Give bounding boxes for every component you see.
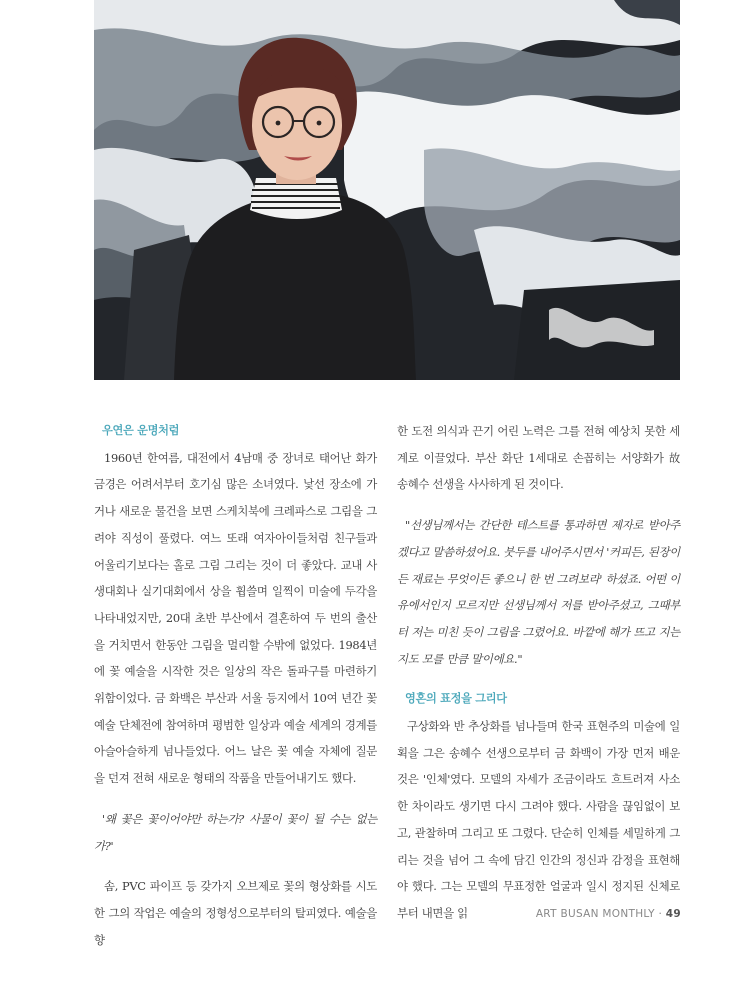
page-footer — [536, 908, 681, 920]
pull-quote: '왜 꽃은 꽃이어야만 하는가? 사물이 꽃이 될 수는 없는가?' — [94, 811, 377, 853]
footer-separator: · — [658, 908, 663, 920]
left-column — [94, 418, 377, 953]
magazine-name: ART BUSAN MONTHLY — [535, 908, 655, 920]
section-heading-fate: 우연은 운명처럼 — [102, 424, 180, 437]
pull-quote: "선생님께서는 간단한 테스트를 통과하면 제자로 받아주겠다고 말씀하셨어요. 붓두를 내어주시면서 '커피든, 된장이든 재료는 무엇이든 좋으니 한 번 그려보라' 하셨죠. 어떤 이유에서인지 모르지만 선생님께서 저를 받아주셨고, 그때부터 저는 미친 듯이 그림을 그렸어요. 바깥에 해가 뜨고 지는지도 모를 만큼 말이에요." — [397, 518, 680, 666]
body-paragraph: 한 도전 의식과 끈기 어린 노력은 그를 전혀 예상치 못한 세계로 이끌었다. 부산 화단 1세대로 손꼽히는 서양화가 故 송혜수 선생을 사사하게 된 것이다. — [397, 424, 680, 492]
portrait-photo — [94, 0, 680, 380]
body-paragraph: 구상화와 반 추상화를 넘나들며 한국 표현주의 미술에 일획을 그은 송혜수 선생으로부터 금 화백이 가장 먼저 배운 것은 '인체'였다. 모델의 자세가 조금이라도 흐트러져 사소한 차이라도 생기면 다시 그려야 했다. 사람을 끊임없이 보고, 관찰하며 그리고 또 그렸다. 단순히 인체를 세밀하게 그리는 것을 넘어 그 속에 담긴 인간의 정신과 감정을 표현해야 했다. 그는 모델의 무표정한 얼굴과 일시 정지된 신체로부터 내면을 읽 — [397, 719, 680, 920]
page-number: 49 — [665, 908, 681, 920]
body-paragraph: 1960년 한여름, 대전에서 4남매 중 장녀로 태어난 화가 금경은 어려서부터 호기심 많은 소녀였다. 낯선 장소에 가거나 새로운 물건을 보면 스케치북에 크레파스로 그림을 그려야 직성이 풀렸다. 여느 또래 여자아이들처럼 친구들과 어울리기보다는 홀로 그림 그리는 것이 더 좋았다. 교내 사생대회나 실기대회에서 상을 휩쓸며 일찍이 미술에 두각을 나타내었지만, 20대 초반 부산에서 결혼하여 두 번의 출산을 거치면서 한동안 그림을 멀리할 수밖에 없었다. 1984년에 꽃 예술을 시작한 것은 일상의 작은 돌파구를 마련하기 위함이었다. 금 화백은 부산과 서울 등지에서 10여 년간 꽃 예술 단체전에 참여하며 평범한 일상과 예술 세계의 경계를 아슬아슬하게 넘나들었다. 어느 날은 꽃 예술 자체에 질문을 던져 전혀 새로운 형태의 작품을 만들어내기도 했다. — [94, 450, 377, 786]
right-column — [397, 418, 680, 927]
section-heading-soul: 영혼의 표정을 그리다 — [405, 692, 507, 706]
body-paragraph: 솜, PVC 파이프 등 갖가지 오브제로 꽃의 형상화를 시도한 그의 작업은 예술의 정형성으로부터의 탈피였다. 예술을 향 — [94, 879, 377, 947]
